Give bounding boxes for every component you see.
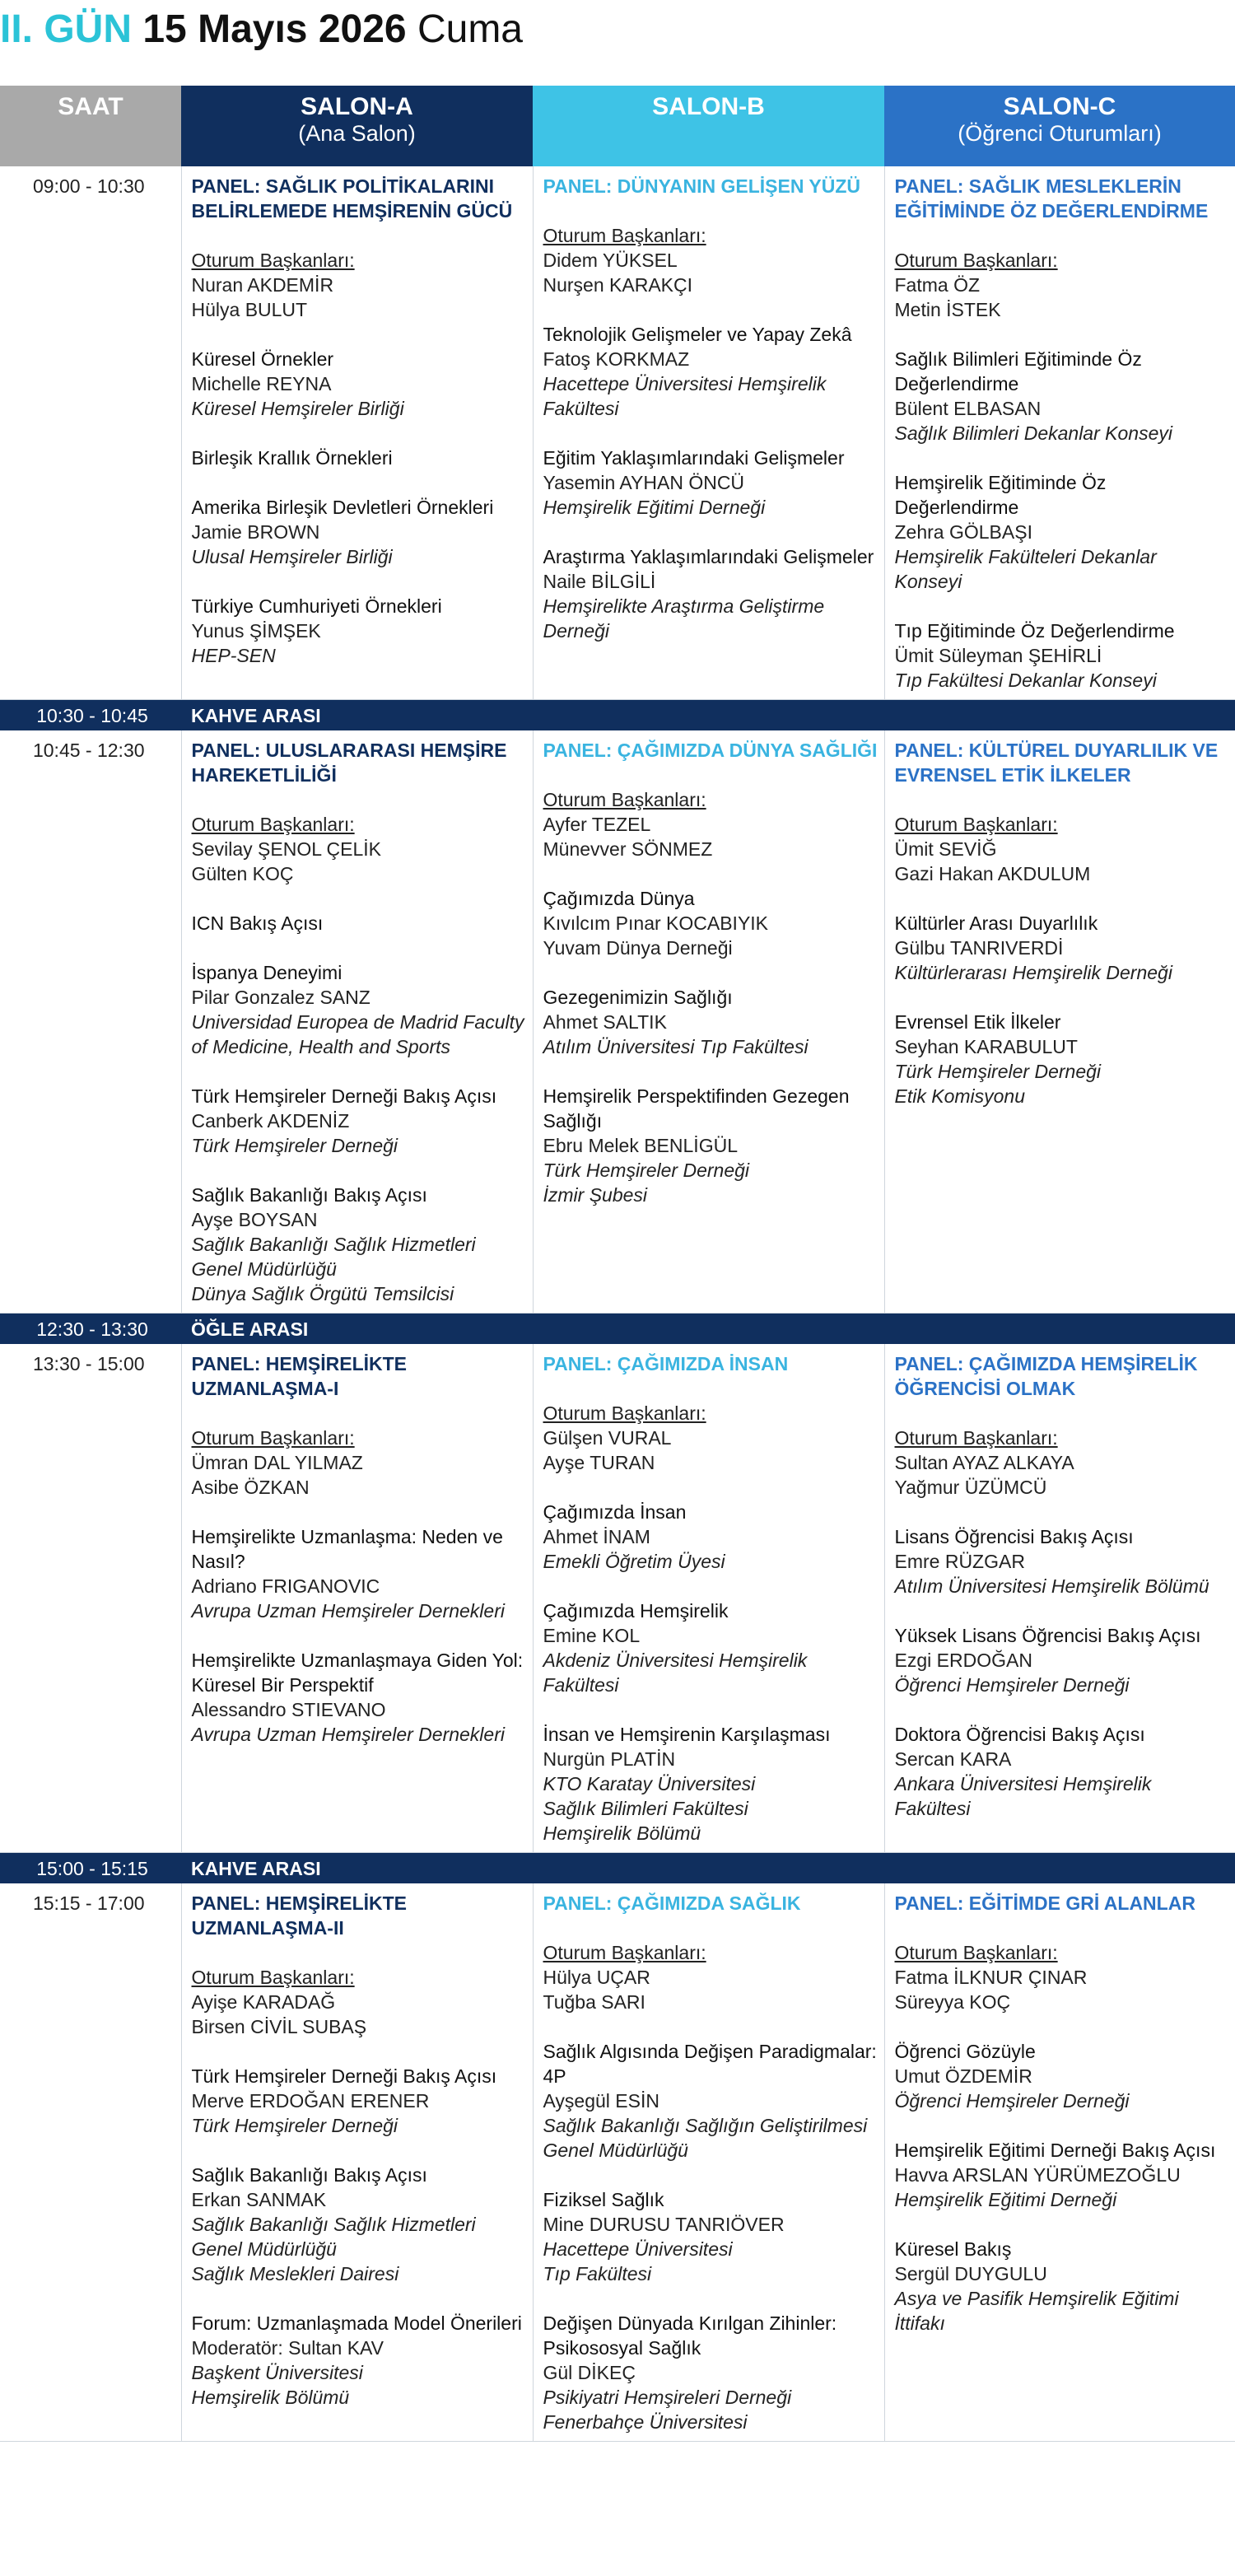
chair-name: Fatma İLKNUR ÇINAR [894, 1967, 1088, 1988]
speaker-name: Canberk AKDENİZ [191, 1110, 350, 1132]
speaker-affiliation: Başkent Üniversitesi [191, 2362, 363, 2383]
speaker-affiliation: Öğrenci Hemşireler Derneği [894, 1674, 1130, 1696]
speaker-affiliation: Ulusal Hemşireler Birliği [191, 546, 393, 567]
chairs-block [895, 1940, 1229, 2014]
talk-topic: İnsan ve Hemşirenin Karşılaşması [543, 1724, 831, 1745]
speaker-name: Moderatör: Sultan KAV [191, 2337, 384, 2359]
talk-topic: Öğrenci Gözüyle [894, 2041, 1036, 2062]
talk-block [543, 2039, 878, 2163]
speaker-affiliation: Hemşirelik Eğitimi Derneği [543, 497, 766, 518]
talk-topic: Küresel Örnekler [191, 348, 334, 370]
speaker-affiliation: Hemşirelikte Araştırma Geliştirme Derneği [543, 595, 825, 642]
talk-block [543, 2311, 878, 2434]
speaker-affiliation: KTO Karatay Üniversitesi [543, 1773, 756, 1794]
session-cell [533, 1344, 884, 1853]
chairs-label: Oturum Başkanları: [894, 814, 1058, 835]
speaker-name: Merve ERDOĞAN ERENER [191, 2090, 430, 2112]
speaker-affiliation: Türk Hemşireler Derneği [894, 1061, 1102, 1082]
session-cell [884, 730, 1235, 1314]
talk-block [543, 1598, 878, 1697]
talk-topic: Gezegenimizin Sağlığı [543, 987, 733, 1008]
session-cell [181, 730, 533, 1314]
talk-block [192, 594, 526, 668]
talk-block [543, 446, 878, 520]
panel-title: PANEL: DÜNYANIN GELİŞEN YÜZÜ [543, 175, 861, 197]
talk-block [543, 2187, 878, 2286]
chair-name: Fatma ÖZ [894, 274, 981, 296]
talk-topic: Araştırma Yaklaşımlarındaki Gelişmeler [543, 546, 874, 567]
talk-block [895, 1623, 1229, 1697]
panel-title: PANEL: ULUSLARARASI HEMŞİRE HAREKETLİLİĞİ [191, 740, 507, 786]
chair-name: Hülya BULUT [191, 299, 308, 320]
speaker-name: Sercan KARA [894, 1748, 1012, 1770]
chairs-label: Oturum Başkanları: [543, 1942, 706, 1963]
talk-block [895, 1524, 1229, 1598]
talk-block [895, 1010, 1229, 1108]
speaker-name: Jamie BROWN [191, 521, 320, 543]
break-label: KAHVE ARASI [181, 700, 1235, 731]
talk-topic: Evrensel Etik İlkeler [894, 1011, 1061, 1033]
chairs-block [192, 248, 526, 322]
session-row [0, 1344, 1235, 1853]
talk-block [543, 544, 878, 643]
speaker-name: Alessandro STIEVANO [191, 1699, 386, 1720]
speaker-affiliation: Atılım Üniversitesi Hemşirelik Bölümü [894, 1575, 1209, 1597]
chairs-label: Oturum Başkanları: [543, 789, 706, 810]
speaker-affiliation: Hemşirelik Bölümü [543, 1822, 701, 1844]
speaker-affiliation: HEP-SEN [191, 645, 276, 666]
break-row [0, 1314, 1235, 1345]
session-time: 09:00 - 10:30 [0, 166, 181, 700]
chair-name: Birsen CİVİL SUBAŞ [191, 2016, 367, 2037]
speaker-name: Gülbu TANRIVERDİ [894, 937, 1064, 959]
panel-title: PANEL: ÇAĞIMIZDA DÜNYA SAĞLIĞI [543, 740, 878, 761]
talk-block [895, 2237, 1229, 2336]
session-cell [181, 166, 533, 700]
talk-topic: Hemşirelik Eğitiminde Öz Değerlendirme [894, 472, 1107, 518]
speaker-name: Ahmet İNAM [543, 1526, 650, 1547]
talk-topic: Lisans Öğrencisi Bakış Açısı [894, 1526, 1134, 1547]
talk-topic: İspanya Deneyimi [191, 962, 343, 983]
talk-topic: Forum: Uzmanlaşmada Model Önerileri [191, 2312, 522, 2334]
speaker-affiliation: Universidad Europea de Madrid Faculty of Medicine, Health and Sports [191, 1011, 524, 1057]
speaker-affiliation: Hacettepe Üniversitesi [543, 2238, 733, 2260]
chair-name: Didem YÜKSEL [543, 250, 678, 271]
chair-name: Nuran AKDEMİR [191, 274, 334, 296]
header-salon-c: SALON-C (Öğrenci Oturumları) [884, 86, 1235, 166]
speaker-affiliation: Sağlık Bilimleri Dekanlar Konseyi [894, 422, 1172, 444]
chairs-block [543, 223, 878, 297]
chair-name: Gülten KOÇ [191, 863, 294, 884]
chairs-label: Oturum Başkanları: [894, 250, 1058, 271]
talk-topic: ICN Bakış Açısı [191, 912, 324, 934]
chairs-block [192, 1426, 526, 1500]
talk-block [895, 347, 1229, 446]
speaker-name: Yuvam Dünya Derneği [543, 937, 733, 959]
chair-name: Hülya UÇAR [543, 1967, 650, 1988]
speaker-affiliation: Ankara Üniversitesi Hemşirelik Fakültesi [894, 1773, 1152, 1819]
session-cell [181, 1344, 533, 1853]
break-label: KAHVE ARASI [181, 1853, 1235, 1884]
speaker-affiliation: Türk Hemşireler Derneği [543, 1160, 750, 1181]
talk-block [192, 960, 526, 1059]
talk-block [543, 985, 878, 1059]
talk-block [895, 2039, 1229, 2113]
speaker-affiliation: Hemşirelik Fakülteleri Dekanlar Konseyi [894, 546, 1157, 592]
speaker-name: Ayşegül ESİN [543, 2090, 659, 2112]
chairs-label: Oturum Başkanları: [191, 1967, 355, 1988]
speaker-affiliation: İzmir Şubesi [543, 1184, 648, 1206]
chairs-label: Oturum Başkanları: [894, 1427, 1058, 1449]
speaker-name: Pilar Gonzalez SANZ [191, 987, 370, 1008]
talk-topic: Hemşirelik Eğitimi Derneği Bakış Açısı [894, 2140, 1216, 2161]
speaker-affiliation: Hemşirelik Eğitimi Derneği [894, 2189, 1117, 2210]
speaker-name: Havva ARSLAN YÜRÜMEZOĞLU [894, 2164, 1181, 2186]
speaker-name: Mine DURUSU TANRIÖVER [543, 2214, 785, 2235]
speaker-affiliation: Sağlık Bilimleri Fakültesi [543, 1798, 748, 1819]
talk-block [192, 2064, 526, 2138]
chair-name: Ümran DAL YILMAZ [191, 1452, 363, 1473]
talk-block [192, 347, 526, 421]
break-row [0, 1853, 1235, 1884]
speaker-name: Ahmet SALTIK [543, 1011, 667, 1033]
session-time: 15:15 - 17:00 [0, 1883, 181, 2442]
speaker-affiliation: Türk Hemşireler Derneği [191, 2115, 398, 2136]
talk-topic: Hemşirelikte Uzmanlaşmaya Giden Yol: Küresel Bir Perspektif [191, 1650, 524, 1696]
talk-topic: Yüksek Lisans Öğrencisi Bakış Açısı [894, 1625, 1201, 1646]
talk-topic: Kültürler Arası Duyarlılık [894, 912, 1098, 934]
talk-block [192, 495, 526, 569]
speaker-name: Nurgün PLATİN [543, 1748, 676, 1770]
speaker-name: Ayşe BOYSAN [191, 1209, 318, 1230]
panel-title: PANEL: ÇAĞIMIZDA İNSAN [543, 1353, 789, 1374]
speaker-name: Zehra GÖLBAŞI [894, 521, 1032, 543]
header-salon-b: SALON-B [533, 86, 884, 166]
schedule-table [0, 86, 1235, 2442]
chairs-label: Oturum Başkanları: [191, 814, 355, 835]
talk-topic: Çağımızda Hemşirelik [543, 1600, 729, 1622]
speaker-affiliation: Tıp Fakültesi Dekanlar Konseyi [894, 670, 1157, 691]
break-time: 10:30 - 10:45 [0, 700, 181, 731]
talk-block [543, 1722, 878, 1846]
session-cell [181, 1883, 533, 2442]
chair-name: Sevilay ŞENOL ÇELİK [191, 838, 382, 860]
talk-block [543, 1500, 878, 1574]
chairs-block [192, 812, 526, 886]
speaker-name: Kıvılcım Pınar KOCABIYIK [543, 912, 769, 934]
chairs-label: Oturum Başkanları: [191, 250, 355, 271]
chairs-block [543, 1940, 878, 2014]
speaker-name: Seyhan KARABULUT [894, 1036, 1078, 1057]
speaker-affiliation: Etik Komisyonu [894, 1085, 1026, 1107]
talk-topic: Hemşirelikte Uzmanlaşma: Neden ve Nasıl? [191, 1526, 503, 1572]
talk-topic: Türkiye Cumhuriyeti Örnekleri [191, 595, 442, 617]
session-cell [884, 1344, 1235, 1853]
speaker-affiliation: Akdeniz Üniversitesi Hemşirelik Fakültesi [543, 1650, 808, 1696]
chairs-block [895, 812, 1229, 886]
break-time: 15:00 - 15:15 [0, 1853, 181, 1884]
talk-block [192, 2163, 526, 2286]
talk-topic: Sağlık Bakanlığı Bakış Açısı [191, 2164, 427, 2186]
speaker-affiliation: Asya ve Pasifik Hemşirelik Eğitimi İttifakı [894, 2288, 1179, 2334]
chairs-label: Oturum Başkanları: [894, 1942, 1058, 1963]
speaker-affiliation: Atılım Üniversitesi Tıp Fakültesi [543, 1036, 809, 1057]
talk-topic: Sağlık Bakanlığı Bakış Açısı [191, 1184, 427, 1206]
chair-name: Asibe ÖZKAN [191, 1477, 310, 1498]
panel-title: PANEL: KÜLTÜREL DUYARLILIK VE EVRENSEL ETİK İLKELER [894, 740, 1219, 786]
talk-block [192, 2311, 526, 2410]
speaker-name: Ebru Melek BENLİGÜL [543, 1135, 738, 1156]
talk-block [895, 911, 1229, 985]
talk-topic: Sağlık Algısında Değişen Paradigmalar: 4P [543, 2041, 877, 2087]
speaker-affiliation: Avrupa Uzman Hemşireler Dernekleri [191, 1600, 505, 1622]
page-title [0, 0, 1235, 59]
speaker-affiliation: Avrupa Uzman Hemşireler Dernekleri [191, 1724, 505, 1745]
chairs-block [895, 1426, 1229, 1500]
speaker-name: Bülent ELBASAN [894, 398, 1042, 419]
header-saat: SAAT [0, 86, 181, 166]
break-label: ÖĞLE ARASI [181, 1314, 1235, 1345]
speaker-affiliation: Küresel Hemşireler Birliği [191, 398, 404, 419]
speaker-name: Gül DİKEÇ [543, 2362, 636, 2383]
chairs-block [895, 248, 1229, 322]
speaker-name: Ümit Süleyman ŞEHİRLİ [894, 645, 1102, 666]
chair-name: Ayişe KARADAĞ [191, 1991, 336, 2013]
session-cell [884, 166, 1235, 700]
speaker-affiliation: Kültürlerarası Hemşirelik Derneği [894, 962, 1172, 983]
talk-block [895, 1722, 1229, 1821]
talk-block [192, 1648, 526, 1747]
talk-topic: Tıp Eğitiminde Öz Değerlendirme [894, 620, 1175, 642]
chair-name: Ayfer TEZEL [543, 814, 651, 835]
speaker-name: Umut ÖZDEMİR [894, 2065, 1032, 2087]
chair-name: Ümit SEVİĞ [894, 838, 997, 860]
session-time: 10:45 - 12:30 [0, 730, 181, 1314]
header-row [0, 86, 1235, 166]
talk-block [192, 911, 526, 936]
speaker-affiliation: Emekli Öğretim Üyesi [543, 1551, 725, 1572]
talk-block [192, 1524, 526, 1623]
chair-name: Süreyya KOÇ [894, 1991, 1011, 2013]
session-row [0, 730, 1235, 1314]
speaker-affiliation: Tıp Fakültesi [543, 2263, 652, 2284]
header-salon-a: SALON-A (Ana Salon) [181, 86, 533, 166]
speaker-affiliation: Hacettepe Üniversitesi Hemşirelik Fakültesi [543, 373, 827, 419]
chair-name: Gülşen VURAL [543, 1427, 672, 1449]
chair-name: Sultan AYAZ ALKAYA [894, 1452, 1074, 1473]
speaker-affiliation: Dünya Sağlık Örgütü Temsilcisi [191, 1283, 454, 1304]
session-cell [884, 1883, 1235, 2442]
speaker-name: Ezgi ERDOĞAN [894, 1650, 1032, 1671]
session-time: 13:30 - 15:00 [0, 1344, 181, 1853]
chair-name: Ayşe TURAN [543, 1452, 655, 1473]
speaker-affiliation: Fenerbahçe Üniversitesi [543, 2411, 748, 2433]
talk-block [192, 1183, 526, 1306]
panel-title: PANEL: HEMŞİRELİKTE UZMANLAŞMA-II [191, 1892, 408, 1939]
chair-name: Metin İSTEK [894, 299, 1001, 320]
speaker-affiliation: Sağlık Bakanlığı Sağlığın Geliştirilmesi Genel Müdürlüğü [543, 2115, 868, 2161]
talk-topic: Birleşik Krallık Örnekleri [191, 447, 393, 469]
talk-block [192, 1084, 526, 1158]
panel-title: PANEL: SAĞLIK POLİTİKALARINI BELİRLEMEDE HEMŞİRENİN GÜCÜ [191, 175, 513, 222]
session-row [0, 1883, 1235, 2442]
session-cell [533, 1883, 884, 2442]
talk-block [895, 618, 1229, 693]
panel-title: PANEL: EĞİTİMDE GRİ ALANLAR [894, 1892, 1195, 1914]
panel-title: PANEL: SAĞLIK MESLEKLERİN EĞİTİMİNDE ÖZ DEĞERLENDİRME [894, 175, 1209, 222]
speaker-affiliation: Öğrenci Hemşireler Derneği [894, 2090, 1130, 2112]
session-row [0, 166, 1235, 700]
speaker-name: Yasemin AYHAN ÖNCÜ [543, 472, 745, 493]
talk-block [543, 886, 878, 960]
session-cell [533, 730, 884, 1314]
chair-name: Tuğba SARI [543, 1991, 645, 2013]
talk-topic: Eğitim Yaklaşımlarındaki Gelişmeler [543, 447, 845, 469]
talk-topic: Çağımızda Dünya [543, 888, 695, 909]
chair-name: Yağmur ÜZÜMCÜ [894, 1477, 1047, 1498]
speaker-name: Fatoş KORKMAZ [543, 348, 690, 370]
chairs-block [543, 787, 878, 861]
speaker-name: Emine KOL [543, 1625, 641, 1646]
talk-block [543, 322, 878, 421]
speaker-name: Emre RÜZGAR [894, 1551, 1025, 1572]
speaker-affiliation: Sağlık Bakanlığı Sağlık Hizmetleri Genel Müdürlüğü [191, 2214, 476, 2260]
speaker-affiliation: Sağlık Meslekleri Dairesi [191, 2263, 399, 2284]
speaker-affiliation: Psikiyatri Hemşireleri Derneği [543, 2387, 792, 2408]
talk-topic: Fiziksel Sağlık [543, 2189, 664, 2210]
talk-block [192, 446, 526, 470]
speaker-name: Erkan SANMAK [191, 2189, 327, 2210]
talk-topic: Türk Hemşireler Derneği Bakış Açısı [191, 2065, 497, 2087]
chair-name: Münevver SÖNMEZ [543, 838, 713, 860]
break-row [0, 700, 1235, 731]
chair-name: Nurşen KARAKÇI [543, 274, 693, 296]
talk-topic: Hemşirelik Perspektifinden Gezegen Sağlığı [543, 1085, 850, 1132]
speaker-affiliation: Hemşirelik Bölümü [191, 2387, 350, 2408]
chairs-block [543, 1401, 878, 1475]
speaker-name: Adriano FRIGANOVIC [191, 1575, 380, 1597]
chairs-label: Oturum Başkanları: [543, 1402, 706, 1424]
chairs-block [192, 1965, 526, 2039]
talk-topic: Doktora Öğrencisi Bakış Açısı [894, 1724, 1145, 1745]
talk-topic: Değişen Dünyada Kırılgan Zihinler: Psikososyal Sağlık [543, 2312, 837, 2359]
speaker-affiliation: Sağlık Bakanlığı Sağlık Hizmetleri Genel Müdürlüğü [191, 1234, 476, 1280]
talk-topic: Türk Hemşireler Derneği Bakış Açısı [191, 1085, 497, 1107]
weekday-label: Cuma [417, 7, 523, 51]
date-label: 15 Mayıs 2026 [142, 7, 407, 51]
speaker-name: Sergül DUYGULU [894, 2263, 1047, 2284]
speaker-name: Yunus ŞİMŞEK [191, 620, 321, 642]
panel-title: PANEL: HEMŞİRELİKTE UZMANLAŞMA-I [191, 1353, 408, 1399]
talk-topic: Küresel Bakış [894, 2238, 1012, 2260]
speaker-name: Michelle REYNA [191, 373, 332, 394]
talk-block [543, 1084, 878, 1207]
talk-block [895, 470, 1229, 594]
chairs-label: Oturum Başkanları: [543, 225, 706, 246]
break-time: 12:30 - 13:30 [0, 1314, 181, 1345]
talk-topic: Sağlık Bilimleri Eğitiminde Öz Değerlendirme [894, 348, 1142, 394]
talk-topic: Çağımızda İnsan [543, 1501, 687, 1523]
panel-title: PANEL: ÇAĞIMIZDA SAĞLIK [543, 1892, 801, 1914]
speaker-name: Naile BİLGİLİ [543, 571, 656, 592]
panel-title: PANEL: ÇAĞIMIZDA HEMŞİRELİK ÖĞRENCİSİ OLMAK [894, 1353, 1198, 1399]
day-label: II. GÜN [0, 7, 133, 51]
session-cell [533, 166, 884, 700]
talk-topic: Amerika Birleşik Devletleri Örnekleri [191, 497, 494, 518]
chair-name: Gazi Hakan AKDULUM [894, 863, 1091, 884]
chairs-label: Oturum Başkanları: [191, 1427, 355, 1449]
speaker-affiliation: Türk Hemşireler Derneği [191, 1135, 398, 1156]
talk-topic: Teknolojik Gelişmeler ve Yapay Zekâ [543, 324, 852, 345]
talk-block [895, 2138, 1229, 2212]
